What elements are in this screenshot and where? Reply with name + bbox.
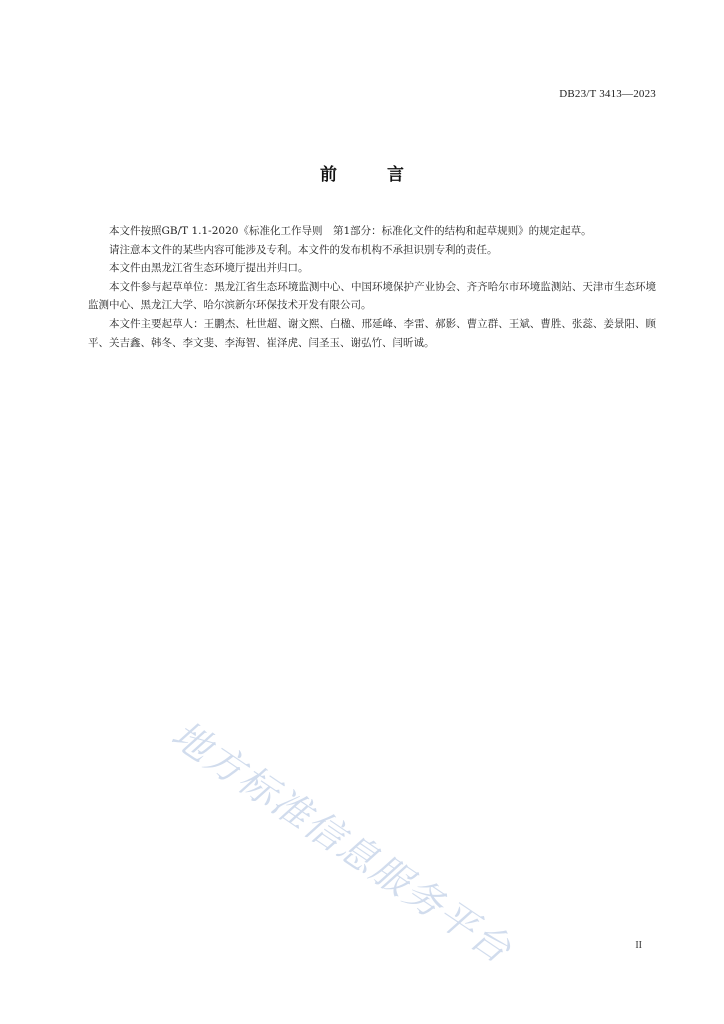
page-title: 前 言 [320,165,426,185]
watermark: 地方标准信息服务平台 [163,712,520,973]
paragraph-proposer: 本文件由黑龙江省生态环境厅提出并归口。 [109,262,309,275]
page-number: II [635,940,642,951]
paragraph-patent-notice: 请注意本文件的某些内容可能涉及专利。本文件的发布机构不承担识别专利的责任。 [109,243,498,256]
preface-body [88,222,656,352]
paragraph-drafting-rules: 本文件按照GB/T 1.1-2020《标准化工作导则 第1部分：标准化文件的结构和起草规则》的规定起草。 [109,225,592,237]
document-code: DB23/T 3413—2023 [559,88,656,100]
paragraph-drafting-units: 本文件参与起草单位：黑龙江省生态环境监测中心、中国环境保护产业协会、齐齐哈尔市环境监测站、天津市生态环境监测中心、黑龙江大学、哈尔滨新尔环保技术开发有限公司。 [88,280,656,312]
paragraph-drafters: 本文件主要起草人：王鹏杰、杜世超、谢文熙、白楹、邢延峰、李雷、郝影、曹立群、王斌、曹胜、张蕊、姜景阳、顾平、关吉鑫、韩冬、李文斐、李海智、崔泽虎、闫圣玉、谢弘竹、闫昕诚。 [88,317,656,349]
